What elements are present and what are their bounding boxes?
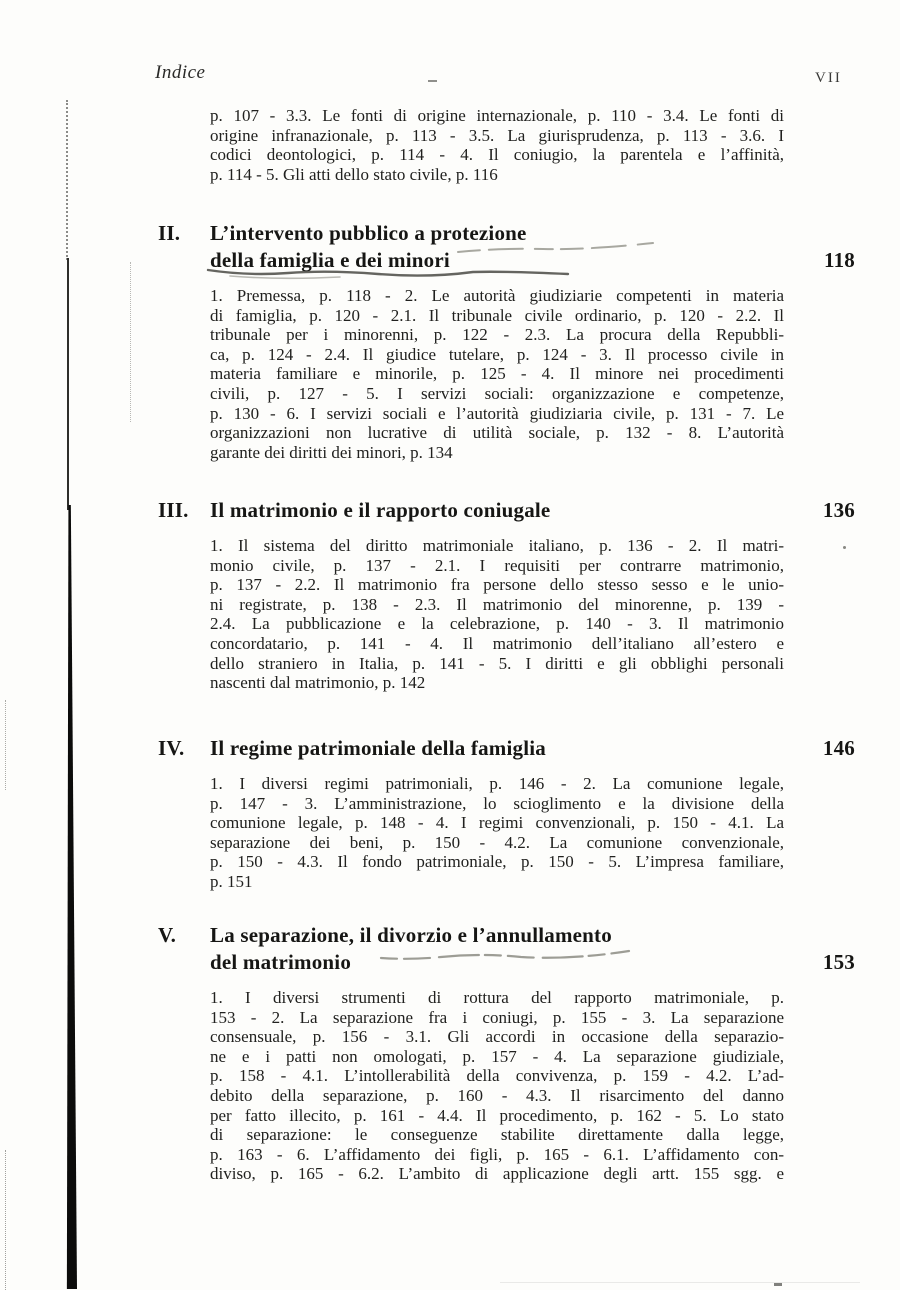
scan-artifact-edge-dots <box>5 700 6 790</box>
scan-artifact-hairline <box>500 1282 860 1283</box>
section-page-number: 118 <box>824 248 855 272</box>
scan-speck-dash <box>428 80 437 82</box>
text-line: diviso, p. 165 - 6.2. L’ambito di applicazione degli artt. 155 sgg. e <box>210 1164 784 1184</box>
text-line: di famiglia, p. 120 - 2.1. Il tribunale civile ordinario, p. 120 - 2.2. Il <box>210 305 784 325</box>
toc-section-III <box>0 497 900 693</box>
section-title-line: della famiglia e dei minori <box>210 248 450 272</box>
text-line: materia familiare e minorile, p. 125 - 4. Il minore nei procedimenti <box>210 364 784 384</box>
text-line: p. 107 - 3.3. Le fonti di origine internazionale, p. 110 - 3.4. Le fonti di <box>210 106 784 125</box>
section-title-line: Il regime patrimoniale della famiglia <box>210 736 546 760</box>
section-entries <box>210 286 784 462</box>
section-numeral: III. <box>158 498 189 522</box>
text-line: ni registrate, p. 138 - 2.3. Il matrimonio del minorenne, p. 139 - <box>210 594 784 614</box>
text-line: monio civile, p. 137 - 2.1. I requisiti per contrarre matrimonio, <box>210 555 784 575</box>
text-line: 1. Premessa, p. 118 - 2. Le autorità giudiziarie competenti in materia <box>210 286 784 305</box>
running-header-page-number: VII <box>815 70 842 86</box>
text-line: nascenti dal matrimonio, p. 142 <box>210 673 426 693</box>
toc-section-IV <box>0 735 900 892</box>
text-line: comunione legale, p. 148 - 4. I regimi convenzionali, p. 150 - 4.1. La <box>210 813 784 833</box>
text-line: di separazione: le conseguenze stabilite direttamente dalla legge, <box>210 1125 784 1145</box>
text-line: 2.4. La pubblicazione e la celebrazione, p. 140 - 3. Il matrimonio <box>210 614 784 634</box>
text-line: p. 151 <box>210 871 253 891</box>
toc-section-II <box>0 220 900 462</box>
section-entries <box>210 536 784 693</box>
toc-continuation-paragraph <box>210 106 784 184</box>
text-line: consensuale, p. 156 - 3.1. Gli accordi in occasione della separazio- <box>210 1027 784 1047</box>
section-title-line: Il matrimonio e il rapporto coniugale <box>210 498 551 522</box>
text-line: civili, p. 127 - 5. I servizi sociali: organizzazione e competenze, <box>210 383 784 403</box>
section-title <box>210 497 823 524</box>
text-line: p. 114 - 5. Gli atti dello stato civile, p. 116 <box>210 164 498 184</box>
toc-section-V <box>0 922 900 1184</box>
text-line: tribunale per i minorenni, p. 122 - 2.3. La procura della Repubbli- <box>210 325 784 345</box>
section-entries <box>210 988 784 1184</box>
section-numeral: IV. <box>158 736 185 760</box>
text-line: garante dei diritti dei minori, p. 134 <box>210 442 453 462</box>
scan-artifact-dotted-line <box>130 262 131 422</box>
section-page-number: 146 <box>822 736 855 760</box>
text-line: 1. I diversi strumenti di rottura del rapporto matrimoniale, p. <box>210 988 784 1007</box>
section-title <box>210 220 824 274</box>
scan-artifact-edge-dots <box>5 1150 6 1290</box>
section-page-number: 153 <box>822 950 855 974</box>
section-numeral: II. <box>158 221 181 245</box>
section-page-number: 136 <box>822 498 855 522</box>
text-line: per fatto illecito, p. 161 - 4.4. Il procedimento, p. 162 - 5. Lo stato <box>210 1105 784 1125</box>
section-title-line: L’intervento pubblico a protezione <box>210 221 527 245</box>
text-line: 1. Il sistema del diritto matrimoniale italiano, p. 136 - 2. Il matri- <box>210 536 784 555</box>
text-line: ne e i patti non omologati, p. 157 - 4. La separazione giudiziale, <box>210 1046 784 1066</box>
text-line: concordatario, p. 141 - 4. Il matrimonio dell’italiano all’estero e <box>210 633 784 653</box>
scan-speck <box>774 1283 782 1286</box>
section-title-line: La separazione, il divorzio e l’annullamento <box>210 923 612 947</box>
section-entries <box>210 774 784 892</box>
text-line: p. 150 - 4.3. Il fondo patrimoniale, p. 150 - 5. L’impresa familiare, <box>210 852 784 872</box>
running-header-title: Indice <box>155 62 206 83</box>
text-line: organizzazioni non lucrative di utilità sociale, p. 132 - 8. L’autorità <box>210 423 784 443</box>
text-line: 153 - 2. La separazione fra i coniugi, p. 155 - 3. La separazione <box>210 1007 784 1027</box>
section-title <box>210 922 823 976</box>
section-title-line: del matrimonio <box>210 950 352 974</box>
text-line: debito della separazione, p. 160 - 4.3. Il risarcimento del danno <box>210 1085 784 1105</box>
section-numeral: V. <box>158 923 177 947</box>
text-line: origine infranazionale, p. 113 - 3.5. La giurisprudenza, p. 113 - 3.6. I <box>210 125 784 145</box>
text-line: codici deontologici, p. 114 - 4. Il coniugio, la parentela e l’affinità, <box>210 145 784 165</box>
text-line: 1. I diversi regimi patrimoniali, p. 146 - 2. La comunione legale, <box>210 774 784 793</box>
binding-shadow-dotted <box>66 100 68 260</box>
section-heading <box>158 220 855 274</box>
text-line: p. 163 - 6. L’affidamento dei figli, p. 165 - 6.1. L’affidamento con- <box>210 1144 784 1164</box>
text-line: ca, p. 124 - 2.4. Il giudice tutelare, p. 124 - 3. Il processo civile in <box>210 344 784 364</box>
text-line: p. 158 - 4.1. L’intollerabilità della convivenza, p. 159 - 4.2. L’ad- <box>210 1066 784 1086</box>
section-heading <box>158 735 855 762</box>
section-title <box>210 735 823 762</box>
scan-speck <box>843 546 846 549</box>
section-heading <box>158 497 855 524</box>
text-line: p. 130 - 6. I servizi sociali e l’autorità giudiziaria civile, p. 131 - 7. Le <box>210 403 784 423</box>
text-line: separazione dei beni, p. 150 - 4.2. La comunione convenzionale, <box>210 832 784 852</box>
text-line: dello straniero in Italia, p. 141 - 5. I diritti e gli obblighi personali <box>210 653 784 673</box>
section-heading <box>158 922 855 976</box>
text-line: p. 137 - 2.2. Il matrimonio fra persone dello stesso sesso e le unio- <box>210 575 784 595</box>
text-line: p. 147 - 3. L’amministrazione, lo scioglimento e la divisione della <box>210 793 784 813</box>
binding-shadow-thin-line <box>67 258 69 510</box>
